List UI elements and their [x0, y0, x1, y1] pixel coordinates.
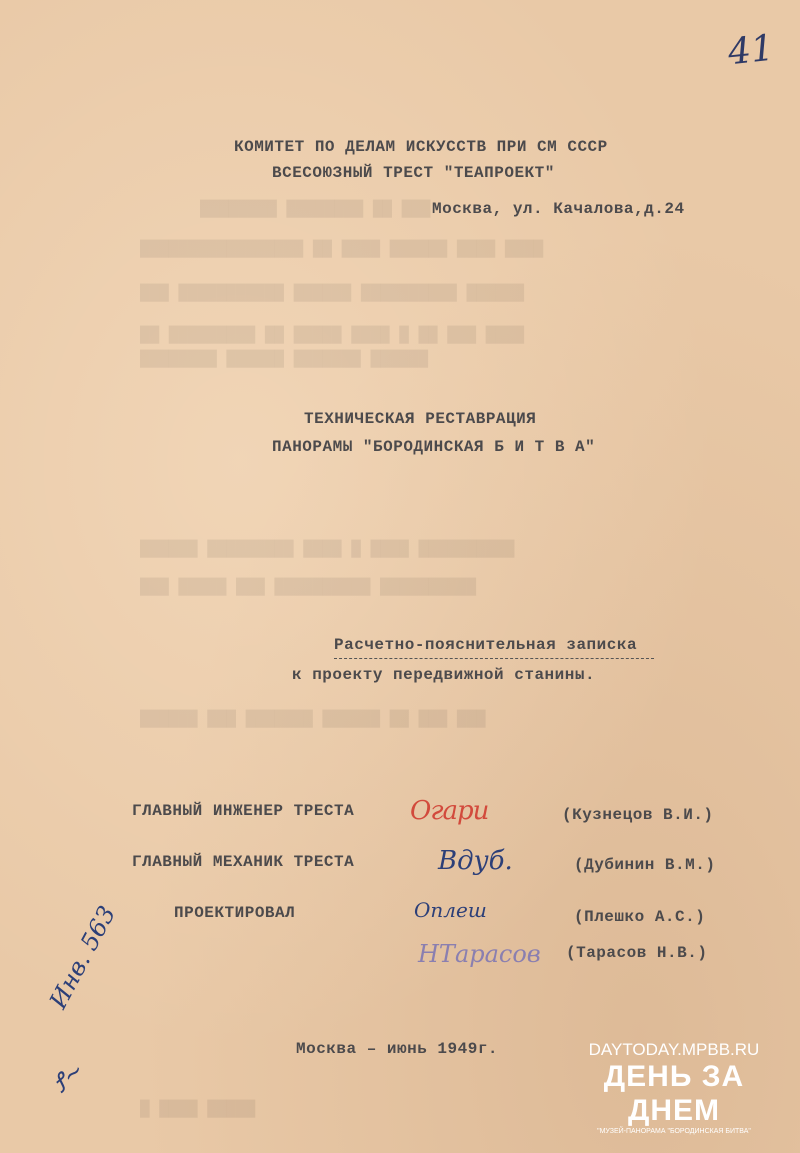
- name-pleshko: (Плешко А.С.): [574, 908, 706, 926]
- page-number: 41: [725, 27, 776, 74]
- title-line2: ПАНОРАМЫ "БОРОДИНСКАЯ Б И Т В А": [272, 438, 596, 456]
- subtitle-line1: Расчетно-пояснительная записка: [334, 636, 638, 654]
- signature-pleshko: Оплеш: [414, 898, 487, 922]
- role-chief-mechanic: ГЛАВНЫЙ МЕХАНИК ТРЕСТА: [132, 853, 355, 871]
- inventory-note: Инв. 563: [44, 901, 122, 1014]
- footer-date: Москва – июнь 1949г.: [296, 1040, 499, 1058]
- signature-tarasov: НТарасов: [418, 940, 541, 968]
- header-line2: ВСЕСОЮЗНЫЙ ТРЕСТ "ТЕАПРОЕКТ": [272, 164, 555, 182]
- signature-dubinin: Вдуб.: [438, 846, 513, 876]
- subtitle-line2: к проекту передвижной станины.: [292, 666, 596, 684]
- margin-scribble-icon: Ꝭ~: [47, 1055, 90, 1098]
- watermark-tagline: "МУЗЕЙ-ПАНОРАМА "БОРОДИНСКАЯ БИТВА": [597, 1128, 751, 1135]
- title-line1: ТЕХНИЧЕСКАЯ РЕСТАВРАЦИЯ: [304, 410, 537, 428]
- name-tarasov: (Тарасов Н.В.): [566, 944, 708, 962]
- name-dubinin: (Дубинин В.М.): [574, 856, 716, 874]
- role-designer: ПРОЕКТИРОВАЛ: [174, 904, 296, 922]
- role-chief-engineer: ГЛАВНЫЙ ИНЖЕНЕР ТРЕСТА: [132, 802, 355, 820]
- signature-kuznetsov: Огари: [410, 796, 489, 826]
- watermark: [588, 1040, 760, 1135]
- header-address: Москва, ул. Качалова,д.24: [432, 200, 685, 218]
- watermark-url: DAYTODAY.MPBB.RU: [588, 1040, 760, 1059]
- name-kuznetsov: (Кузнецов В.И.): [562, 806, 714, 824]
- subtitle-underline: [334, 658, 654, 659]
- watermark-logo: ДЕНЬ ЗА ДНЕМ: [603, 1060, 745, 1127]
- header-line1: КОМИТЕТ ПО ДЕЛАМ ИСКУССТВ ПРИ СМ СССР: [234, 138, 608, 156]
